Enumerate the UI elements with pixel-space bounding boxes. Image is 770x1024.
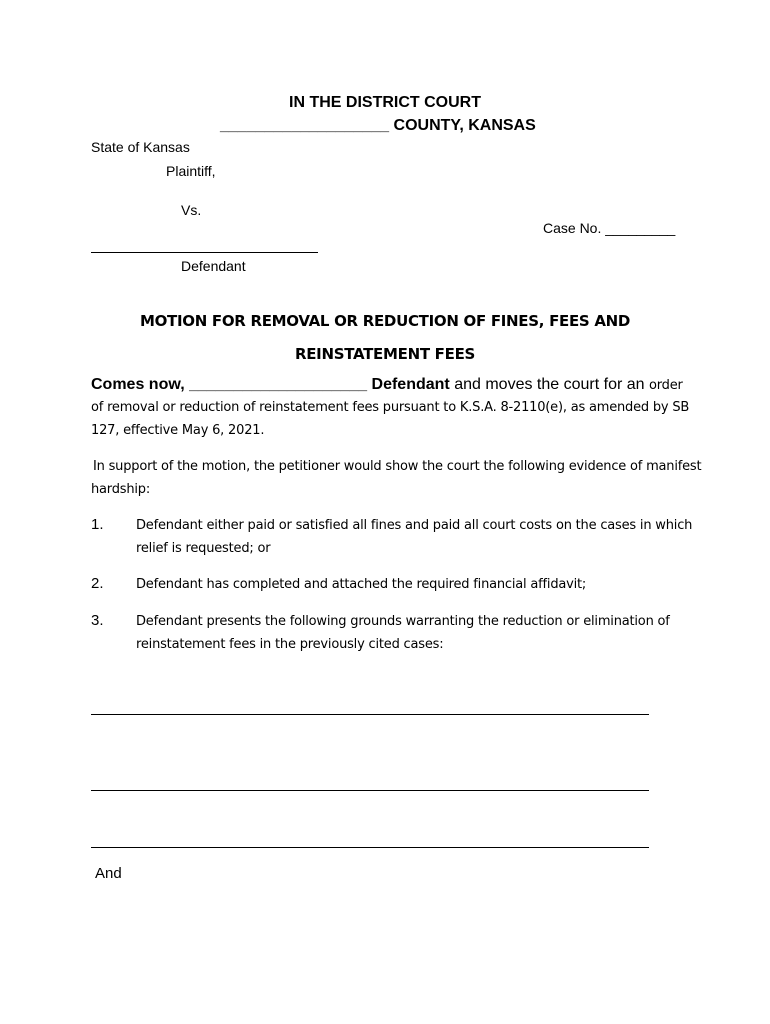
intro-line1 <box>91 376 683 394</box>
versus-label: Vs. <box>181 202 202 218</box>
defendant-name-blank[interactable]: ____________________ <box>189 376 368 393</box>
motion-title-line1: MOTION FOR REMOVAL OR REDUCTION OF FINES, FEES AND <box>139 312 631 330</box>
grounds-line-2[interactable] <box>91 790 649 791</box>
case-number-blank[interactable]: _________ <box>605 220 676 236</box>
motion-title-line2: REINSTATEMENT FEES <box>294 345 476 363</box>
intro-line3: 127, effective May 6, 2021. <box>91 423 265 438</box>
defendant-name-line[interactable] <box>91 252 318 253</box>
defendant-label: Defendant <box>181 258 246 274</box>
defendant-word: Defendant <box>371 376 450 393</box>
support-line2: hardship: <box>91 482 151 497</box>
grounds-line-3[interactable] <box>91 847 649 848</box>
order-word: order <box>648 378 683 393</box>
plaintiff-label: Plaintiff, <box>166 163 216 179</box>
county-line <box>220 117 536 135</box>
item-1-line1: Defendant either paid or satisfied all fines and paid all court costs on the cases in which <box>136 518 693 533</box>
item-number-2: 2. <box>91 575 104 592</box>
closing-and: And <box>95 865 122 882</box>
case-number <box>543 220 675 236</box>
item-2-line1: Defendant has completed and attached the required financial affidavit; <box>136 577 587 592</box>
item-3-line1: Defendant presents the following grounds warranting the reduction or elimination of <box>136 614 670 629</box>
item-number-1: 1. <box>91 516 104 533</box>
comes-now-text: Comes now, <box>91 376 185 393</box>
county-label: COUNTY, KANSAS <box>393 117 536 134</box>
case-number-label: Case No. <box>543 220 602 236</box>
county-blank[interactable]: ___________________ <box>220 117 390 134</box>
support-line1: In support of the motion, the petitioner would show the court the following evidence of manifest <box>93 459 702 474</box>
intro-line2: of removal or reduction of reinstatement fees pursuant to K.S.A. 8-2110(e), as amended by SB <box>91 400 690 415</box>
item-3-line2: reinstatement fees in the previously cited cases: <box>136 637 444 652</box>
court-heading: IN THE DISTRICT COURT <box>289 94 481 111</box>
grounds-line-1[interactable] <box>91 714 649 715</box>
item-1-line2: relief is requested; or <box>136 541 271 556</box>
item-number-3: 3. <box>91 612 104 629</box>
plaintiff-name: State of Kansas <box>91 139 190 155</box>
moves-text: and moves the court for an <box>454 376 645 393</box>
